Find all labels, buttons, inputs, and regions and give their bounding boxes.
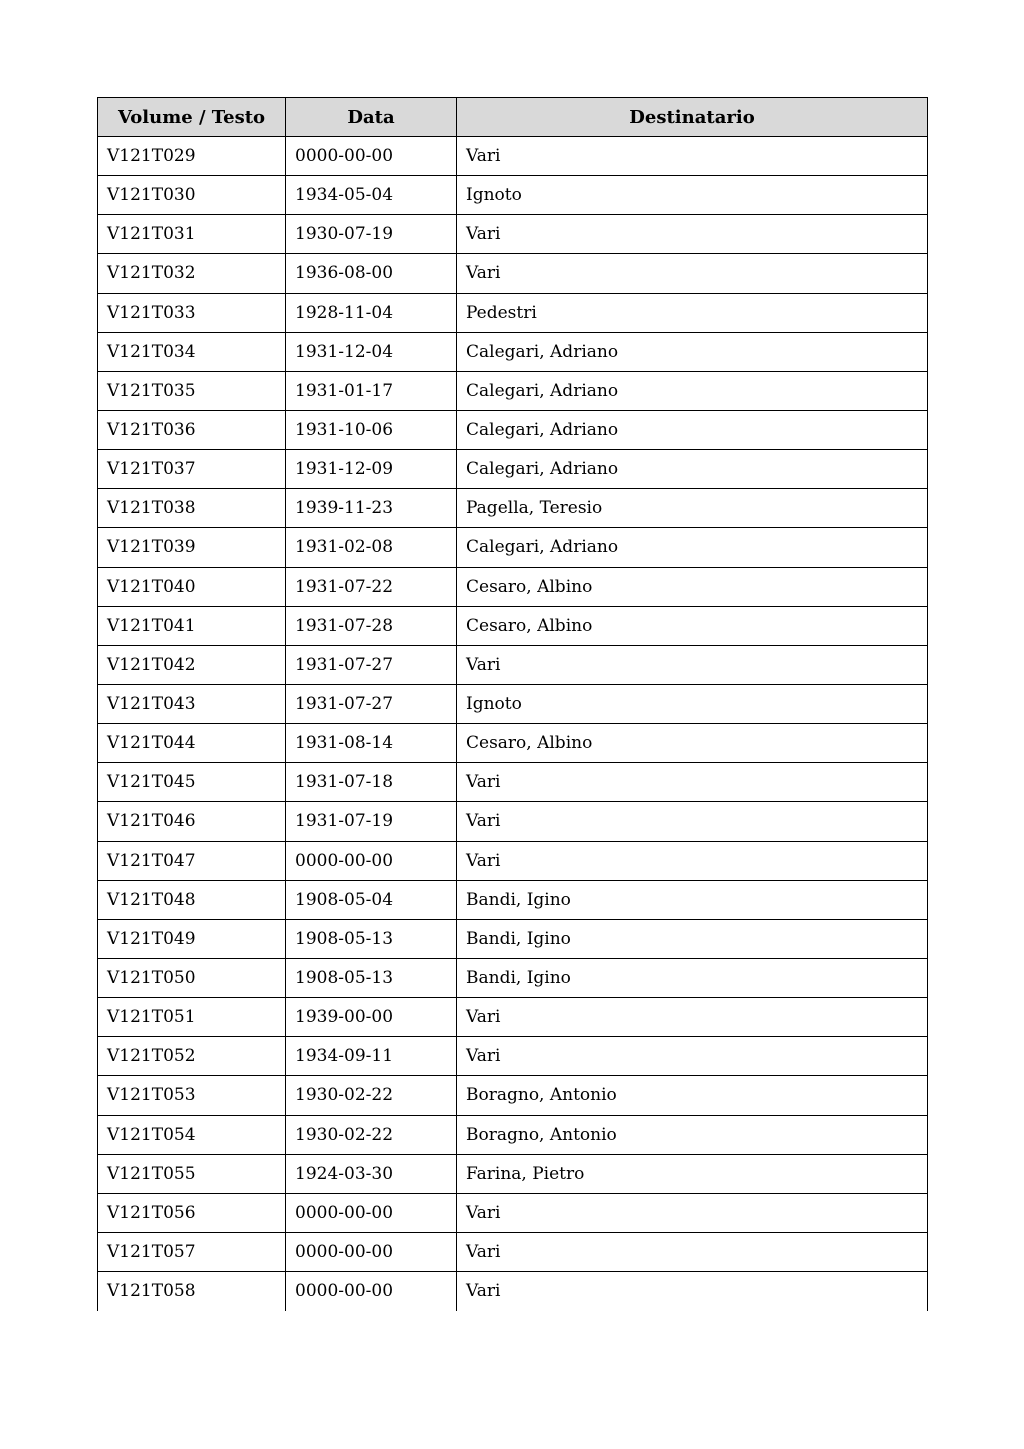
table-row: [98, 371, 928, 410]
cell-volume-testo: V121T057: [98, 1232, 286, 1271]
table-row: [98, 763, 928, 802]
cell-volume-testo: V121T043: [98, 684, 286, 723]
cell-data: 1931-12-04: [286, 332, 457, 371]
cell-volume-testo: V121T058: [98, 1272, 286, 1311]
header-data: Data: [286, 98, 457, 137]
cell-data: 1931-01-17: [286, 371, 457, 410]
cell-data: 0000-00-00: [286, 841, 457, 880]
cell-volume-testo: V121T035: [98, 371, 286, 410]
table-row: [98, 880, 928, 919]
table-row: [98, 332, 928, 371]
cell-data: 1934-05-04: [286, 176, 457, 215]
cell-volume-testo: V121T030: [98, 176, 286, 215]
cell-destinatario: Vari: [457, 1232, 928, 1271]
cell-volume-testo: V121T053: [98, 1076, 286, 1115]
cell-destinatario: Pedestri: [457, 293, 928, 332]
cell-volume-testo: V121T032: [98, 254, 286, 293]
cell-data: 1930-07-19: [286, 215, 457, 254]
table-row: [98, 176, 928, 215]
cell-destinatario: Cesaro, Albino: [457, 567, 928, 606]
cell-destinatario: Boragno, Antonio: [457, 1115, 928, 1154]
cell-data: 0000-00-00: [286, 1193, 457, 1232]
cell-destinatario: Ignoto: [457, 684, 928, 723]
cell-data: 1936-08-00: [286, 254, 457, 293]
header-destinatario: Destinatario: [457, 98, 928, 137]
cell-volume-testo: V121T031: [98, 215, 286, 254]
cell-volume-testo: V121T046: [98, 802, 286, 841]
cell-volume-testo: V121T052: [98, 1037, 286, 1076]
cell-data: 1931-02-08: [286, 528, 457, 567]
cell-destinatario: Calegari, Adriano: [457, 371, 928, 410]
cell-volume-testo: V121T050: [98, 958, 286, 997]
table-row: [98, 567, 928, 606]
cell-data: 1931-07-18: [286, 763, 457, 802]
cell-destinatario: Calegari, Adriano: [457, 450, 928, 489]
cell-data: 1930-02-22: [286, 1115, 457, 1154]
cell-volume-testo: V121T039: [98, 528, 286, 567]
cell-destinatario: Pagella, Teresio: [457, 489, 928, 528]
table-row: [98, 1154, 928, 1193]
table-row: [98, 1193, 928, 1232]
table-row: [98, 137, 928, 176]
cell-data: 0000-00-00: [286, 1272, 457, 1311]
table-row: [98, 1272, 928, 1311]
cell-data: 1931-07-22: [286, 567, 457, 606]
table-row: [98, 1115, 928, 1154]
cell-data: 1924-03-30: [286, 1154, 457, 1193]
cell-destinatario: Vari: [457, 215, 928, 254]
table-row: [98, 1076, 928, 1115]
cell-data: 1934-09-11: [286, 1037, 457, 1076]
cell-volume-testo: V121T041: [98, 606, 286, 645]
cell-volume-testo: V121T048: [98, 880, 286, 919]
cell-volume-testo: V121T033: [98, 293, 286, 332]
cell-data: 1931-08-14: [286, 724, 457, 763]
cell-destinatario: Vari: [457, 254, 928, 293]
table-row: [98, 215, 928, 254]
cell-data: 1908-05-04: [286, 880, 457, 919]
cell-destinatario: Boragno, Antonio: [457, 1076, 928, 1115]
cell-volume-testo: V121T047: [98, 841, 286, 880]
table-row: [98, 958, 928, 997]
cell-volume-testo: V121T037: [98, 450, 286, 489]
cell-destinatario: Calegari, Adriano: [457, 528, 928, 567]
table-row: [98, 645, 928, 684]
cell-volume-testo: V121T029: [98, 137, 286, 176]
table-row: [98, 1232, 928, 1271]
cell-data: 1928-11-04: [286, 293, 457, 332]
cell-volume-testo: V121T036: [98, 410, 286, 449]
cell-destinatario: Vari: [457, 998, 928, 1037]
cell-volume-testo: V121T051: [98, 998, 286, 1037]
cell-data: 1931-07-28: [286, 606, 457, 645]
cell-destinatario: Calegari, Adriano: [457, 332, 928, 371]
table-row: [98, 802, 928, 841]
cell-data: 1908-05-13: [286, 958, 457, 997]
cell-destinatario: Bandi, Igino: [457, 919, 928, 958]
cell-volume-testo: V121T038: [98, 489, 286, 528]
cell-destinatario: Vari: [457, 802, 928, 841]
cell-volume-testo: V121T056: [98, 1193, 286, 1232]
cell-data: 1930-02-22: [286, 1076, 457, 1115]
header-row: [98, 98, 928, 137]
table-body: [98, 137, 928, 1311]
records-table: [97, 97, 928, 1311]
table-header: [98, 98, 928, 137]
cell-volume-testo: V121T045: [98, 763, 286, 802]
cell-volume-testo: V121T034: [98, 332, 286, 371]
table-row: [98, 919, 928, 958]
cell-destinatario: Vari: [457, 841, 928, 880]
table-row: [98, 528, 928, 567]
cell-volume-testo: V121T049: [98, 919, 286, 958]
table-row: [98, 450, 928, 489]
cell-data: 1939-11-23: [286, 489, 457, 528]
table-row: [98, 841, 928, 880]
table-row: [98, 410, 928, 449]
table-row: [98, 293, 928, 332]
cell-destinatario: Cesaro, Albino: [457, 606, 928, 645]
cell-volume-testo: V121T042: [98, 645, 286, 684]
cell-data: 1939-00-00: [286, 998, 457, 1037]
cell-destinatario: Vari: [457, 645, 928, 684]
cell-destinatario: Ignoto: [457, 176, 928, 215]
cell-destinatario: Vari: [457, 1037, 928, 1076]
table-row: [98, 606, 928, 645]
cell-data: 1931-07-27: [286, 684, 457, 723]
table-row: [98, 489, 928, 528]
table-row: [98, 1037, 928, 1076]
cell-volume-testo: V121T054: [98, 1115, 286, 1154]
cell-destinatario: Vari: [457, 1272, 928, 1311]
table-row: [98, 684, 928, 723]
cell-destinatario: Vari: [457, 1193, 928, 1232]
cell-data: 0000-00-00: [286, 137, 457, 176]
cell-data: 1908-05-13: [286, 919, 457, 958]
cell-volume-testo: V121T040: [98, 567, 286, 606]
cell-data: 1931-07-27: [286, 645, 457, 684]
cell-destinatario: Cesaro, Albino: [457, 724, 928, 763]
cell-volume-testo: V121T055: [98, 1154, 286, 1193]
cell-destinatario: Bandi, Igino: [457, 880, 928, 919]
cell-data: 1931-10-06: [286, 410, 457, 449]
cell-destinatario: Vari: [457, 137, 928, 176]
table-row: [98, 724, 928, 763]
cell-data: 1931-12-09: [286, 450, 457, 489]
table-row: [98, 998, 928, 1037]
cell-destinatario: Calegari, Adriano: [457, 410, 928, 449]
cell-data: 0000-00-00: [286, 1232, 457, 1271]
cell-data: 1931-07-19: [286, 802, 457, 841]
cell-destinatario: Vari: [457, 763, 928, 802]
cell-destinatario: Farina, Pietro: [457, 1154, 928, 1193]
table-row: [98, 254, 928, 293]
cell-destinatario: Bandi, Igino: [457, 958, 928, 997]
header-volume-testo: Volume / Testo: [98, 98, 286, 137]
cell-volume-testo: V121T044: [98, 724, 286, 763]
